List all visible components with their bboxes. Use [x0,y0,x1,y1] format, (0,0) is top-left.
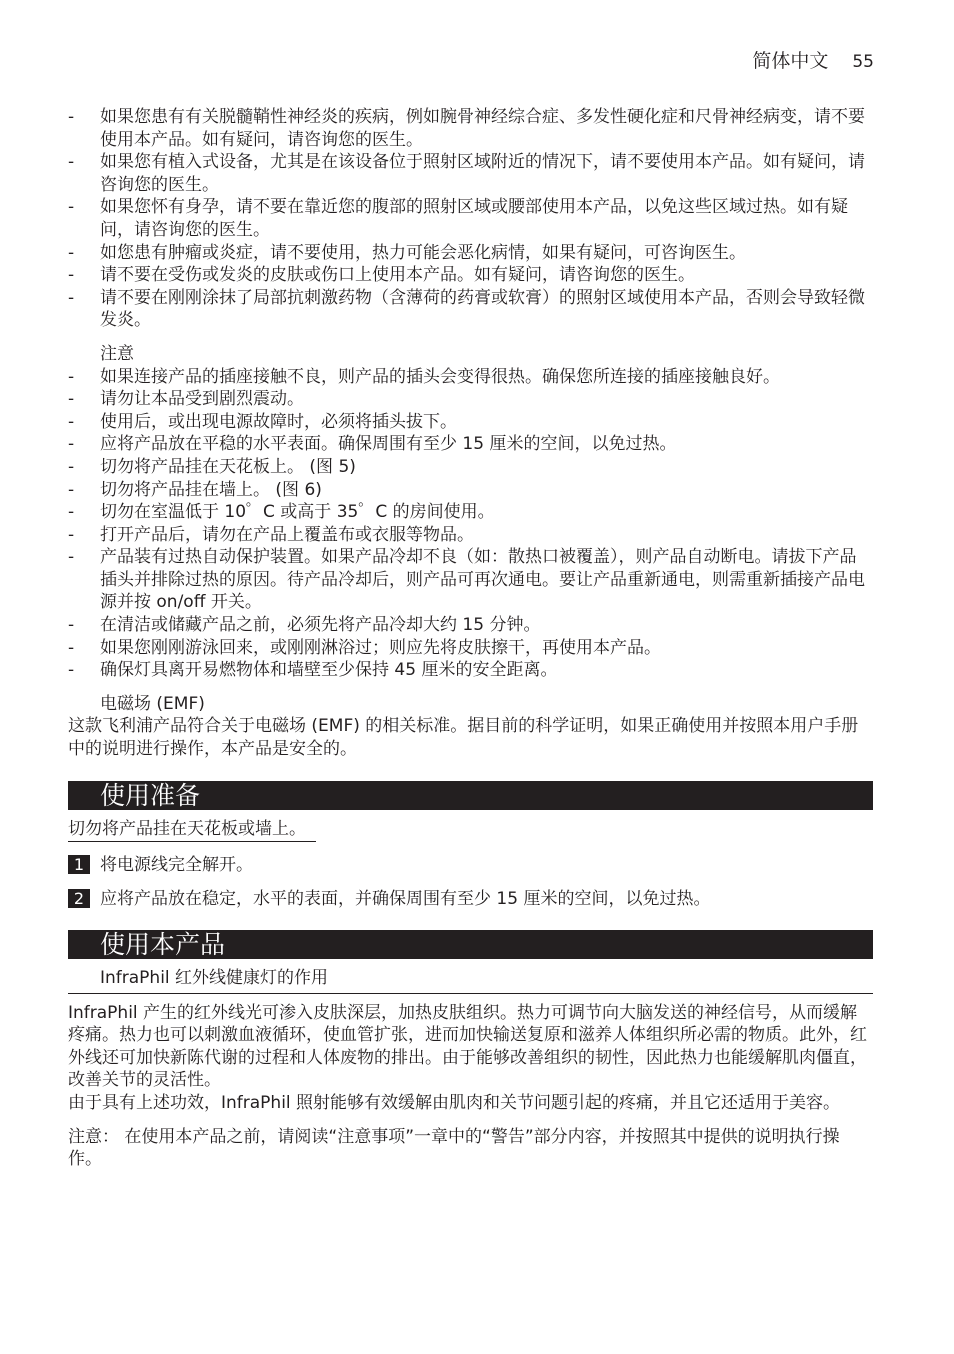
list-item: - 产品装有过热自动保护装置。如果产品冷却不良（如：散热口被覆盖），则产品自动断电。请拔下产品插头并排除过热的原因。待产品冷却后，则产品可再次通电。要让产品重新通电，则需重新插接产品电源并按 on/off 开关。 [68,547,865,613]
step-text: 将电源线完全解开。 [100,854,253,875]
list-item: - 切勿将产品挂在天花板上。 (图 5) [68,456,356,477]
language-label: 简体中文 [752,50,829,72]
warning-list [68,106,873,332]
list-item: - 打开产品后，请勿在产品上覆盖布或衣服等物品。 [68,524,474,545]
list-item: - 如果您刚刚游泳回来，或刚刚淋浴过；则应先将皮肤擦干，再使用本产品。 [68,637,661,658]
list-item: - 如果连接产品的插座接触不良，则产品的插头会变得很热。确保您所连接的插座接触良好。 [68,366,780,387]
list-item: - 使用后，或出现电源故障时，必须将插头拔下。 [68,411,457,432]
list-item: - 请不要在刚刚涂抹了局部抗刺激药物（含薄荷的药膏或软膏）的照射区域使用本产品，否则会导致轻微发炎。 [68,287,865,331]
emf-heading: 电磁场 (EMF) [100,693,205,714]
step-text: 应将产品放在稳定，水平的表面，并确保周围有至少 15 厘米的空间，以免过热。 [100,888,711,909]
emf-text: 这款飞利浦产品符合关于电磁场 (EMF) 的相关标准。据目前的科学证明，如果正确使用并按照本用户手册中的说明进行操作，本产品是安全的。 [68,716,859,760]
page-header [752,46,874,73]
list-item: - 请勿让本品受到剧烈震动。 [68,389,304,410]
list-item: - 如您患有肿瘤或炎症，请不要使用，热力可能会恶化病情，如果有疑问，可咨询医生。 [68,242,746,263]
step-number: 2 [68,889,90,908]
list-item: - 确保灯具离开易燃物体和墙壁至少保持 45 厘米的安全距离。 [68,660,558,681]
section-title-use: 使用本产品 [68,930,873,959]
list-item: - 切勿将产品挂在墙上。 (图 6) [68,479,322,500]
section-title-prepare: 使用准备 [68,781,873,810]
list-item: - 应将产品放在平稳的水平表面。确保周围有至少 15 厘米的空间，以免过热。 [68,434,677,455]
step-item [68,854,873,876]
page-number: 55 [852,52,874,72]
page-content [68,106,873,1171]
infraphil-paragraph-2: 由于具有上述功效，InfraPhil 照射能够有效缓解由肌肉和关节问题引起的疼痛，并且它还适用于美容。 [68,1093,841,1113]
list-item: - 切勿在室温低于 10゜C 或高于 35゜C 的房间使用。 [68,502,495,523]
caution-list [68,366,873,682]
list-item: - 如果您患有有关脱髓鞘性神经炎的疾病，例如腕骨神经综合症、多发性硬化症和尺骨神经病变，请不要使用本产品。如有疑问，请咨询您的医生。 [68,107,865,150]
caution-heading: 注意 [100,343,134,364]
list-item: - 在清洁或储藏产品之前，必须先将产品冷却大约 15 分钟。 [68,615,541,636]
infraphil-paragraph-1: InfraPhil 产生的红外线光可渗入皮肤深层，加热皮肤组织。热力可调节向大脑发送的神经信号，从而缓解疼痛。热力也可以刺激血液循环，使血管扩张，进而加快输送复原和滋养人体组织所必需的物质。此外，红外线还可加快新陈代谢的过程和人体废物的排出。由于能够改善组织的韧性，因此热力也能缓解肌肉僵直，改善关节的灵活性。 [68,1002,867,1091]
usage-note: 注意： 在使用本产品之前，请阅读“注意事项”一章中的“警告”部分内容，并按照其中提供的说明执行操作。 [68,1126,840,1170]
list-item: - 如果您有植入式设备，尤其是在该设备位于照射区域附近的情况下，请不要使用本产品。如有疑问，请咨询您的医生。 [68,152,865,195]
list-item: - 如果您怀有身孕，请不要在靠近您的腹部的照射区域或腰部使用本产品，以免这些区域过热。如有疑问，请咨询您的医生。 [68,197,848,240]
list-item: - 请不要在受伤或发炎的皮肤或伤口上使用本产品。如有疑问，请咨询您的医生。 [68,265,695,286]
prepare-note: 切勿将产品挂在天花板或墙上。 [68,818,316,842]
step-item [68,888,873,910]
infraphil-subheading: InfraPhil 红外线健康灯的作用 [68,967,873,994]
step-number: 1 [68,855,90,874]
